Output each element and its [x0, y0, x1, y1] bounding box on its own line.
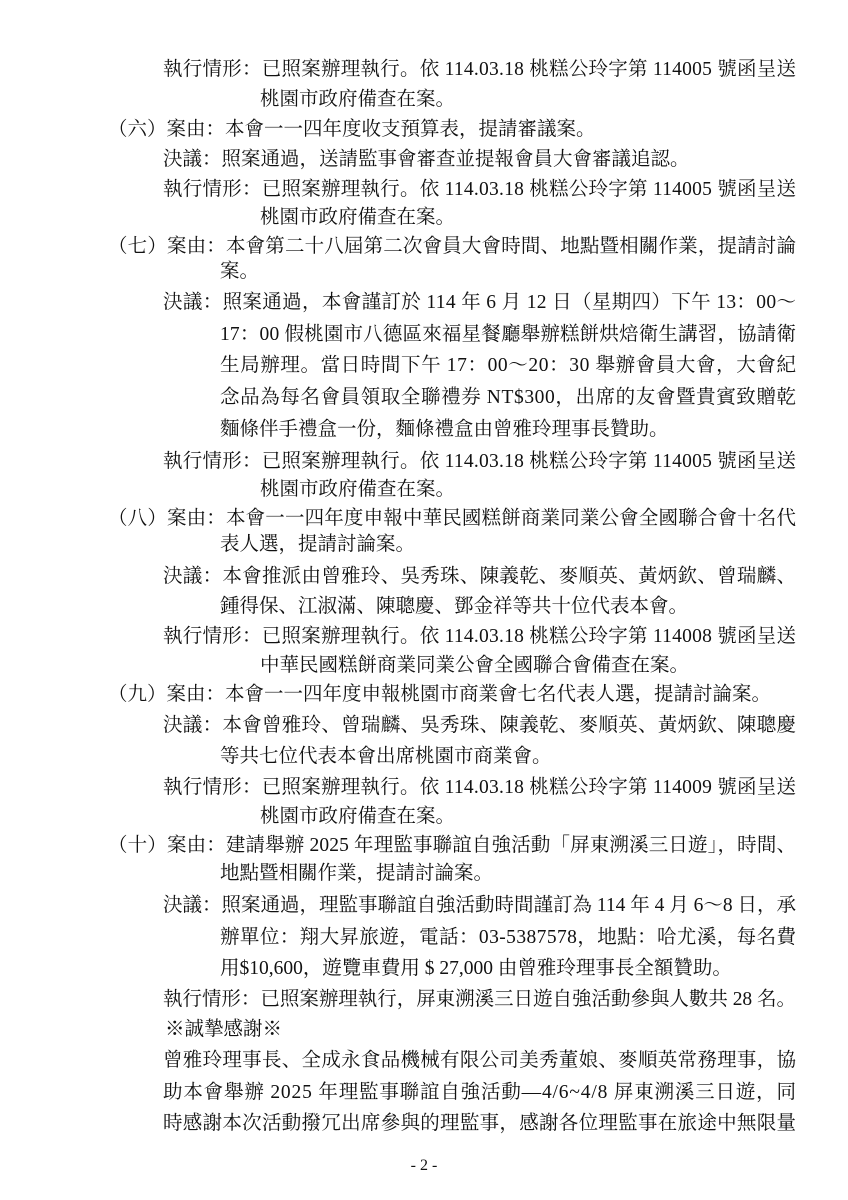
exec-status-line — [163, 178, 796, 202]
resolution-continuation: 鍾得保、江淑滿、陳聰慶、鄧金祥等共十位代表本會。 — [220, 596, 689, 617]
item-number: （八） — [108, 508, 167, 529]
exec-status-continuation: 中華民國糕餅商業同業公會全國聯合會備查在案。 — [260, 655, 690, 676]
case-line — [108, 834, 796, 858]
acknowledgement-heading: ※誠摯感謝※ — [165, 1019, 283, 1040]
resolution-text: 照案通過，送請監事會審查並提報會員大會審議追認。 — [221, 149, 690, 170]
exec-status-text: 已照案辦理執行。依 114.03.18 桃糕公玲字第 114009 號函呈送 — [261, 777, 797, 798]
resolution-line — [163, 148, 690, 172]
resolution-label: 決議： — [163, 292, 223, 313]
acknowledgement-line: 時感謝本次活動撥冗出席參與的理監事，感謝各位理監事在旅途中無限量 — [163, 1113, 797, 1134]
resolution-continuation: 辦單位：翔大昇旅遊，電話：03-5387578，地點：哈尤溪，每名費 — [220, 927, 797, 948]
exec-status-line — [163, 625, 796, 649]
case-text: 建請舉辦 2025 年理監事聯誼自強活動「屏東溯溪三日遊」，時間、 — [225, 835, 797, 856]
case-label: 案由： — [166, 684, 226, 705]
resolution-continuation: 17：00 假桃園市八德區來福星餐廳舉辦糕餅烘焙衛生講習，協請衛 — [220, 324, 797, 345]
case-text: 本會第二十八屆第二次會員大會時間、地點暨相關作業，提請討論 — [225, 236, 797, 257]
resolution-continuation: 麵條伴手禮盒一份，麵條禮盒由曾雅玲理事長贊助。 — [220, 419, 669, 440]
exec-status-continuation: 桃園市政府備查在案。 — [260, 479, 456, 500]
case-label: 案由： — [166, 835, 226, 856]
case-text: 本會一一四年度申報中華民國糕餅商業同業公會全國聯合會十名代 — [225, 508, 797, 529]
resolution-label: 決議： — [163, 149, 222, 170]
resolution-text: 本會曾雅玲、曾瑞麟、吳秀珠、陳義乾、麥順英、黃炳欽、陳聰慶 — [222, 715, 797, 736]
resolution-continuation: 生局辦理。當日時間下午 17：00～20：30 舉辦會員大會，大會紀 — [220, 355, 797, 376]
case-label: 案由： — [166, 508, 226, 529]
case-line — [108, 118, 596, 142]
case-line — [108, 507, 796, 531]
exec-status-text: 已照案辦理執行。依 114.03.18 桃糕公玲字第 114008 號函呈送 — [261, 626, 797, 647]
case-line — [108, 235, 796, 259]
item-number: （七） — [108, 236, 167, 257]
exec-status-continuation: 桃園市政府備查在案。 — [260, 207, 456, 228]
exec-status-line — [163, 988, 796, 1012]
resolution-text: 照案通過，理監事聯誼自強活動時間謹訂為 114 年 4 月 6～8 日，承 — [221, 895, 796, 916]
resolution-line — [163, 714, 796, 738]
item-number: （九） — [108, 684, 167, 705]
acknowledgement-line: 助本會舉辦 2025 年理監事聯誼自強活動—4/6~4/8 屏東溯溪三日遊，同 — [163, 1082, 797, 1103]
exec-status-label: 執行情形： — [163, 626, 262, 647]
page-number: - 2 - — [410, 1157, 438, 1174]
resolution-label: 決議： — [163, 715, 223, 736]
case-continuation: 案。 — [220, 261, 260, 282]
exec-status-text: 已照案辦理執行。依 114.03.18 桃糕公玲字第 114005 號函呈送 — [261, 179, 797, 200]
case-line — [108, 683, 771, 707]
exec-status-label: 執行情形： — [163, 989, 261, 1010]
exec-status-text: 已照案辦理執行。依 114.03.18 桃糕公玲字第 114005 號函呈送 — [261, 451, 797, 472]
exec-status-continuation: 桃園市政府備查在案。 — [260, 806, 456, 827]
exec-status-label: 執行情形： — [163, 777, 262, 798]
exec-status-text: 已照案辦理執行。依 114.03.18 桃糕公玲字第 114005 號函呈送 — [261, 59, 797, 80]
exec-status-continuation: 桃園市政府備查在案。 — [260, 89, 456, 110]
case-continuation: 表人選，提請討論案。 — [220, 534, 416, 555]
exec-status-label: 執行情形： — [163, 59, 262, 80]
resolution-continuation: 等共七位代表本會出席桃園市商業會。 — [220, 746, 552, 767]
acknowledgement-line: 曾雅玲理事長、全成永食品機械有限公司美秀董娘、麥順英常務理事，協 — [163, 1050, 797, 1071]
item-number: （十） — [108, 835, 167, 856]
exec-status-line — [163, 450, 796, 474]
resolution-text: 本會推派由曾雅玲、吳秀珠、陳義乾、麥順英、黃炳欽、曾瑞麟、 — [222, 566, 797, 587]
case-text: 本會一一四年度收支預算表，提請審議案。 — [225, 119, 596, 140]
item-number: （六） — [108, 119, 167, 140]
resolution-line — [163, 565, 796, 589]
case-label: 案由： — [166, 236, 226, 257]
resolution-continuation: 念品為每名會員領取全聯禮券 NT$300，出席的友會暨貴賓致贈乾 — [220, 387, 797, 408]
case-continuation: 地點暨相關作業，提請討論案。 — [220, 863, 494, 884]
exec-status-line — [163, 58, 796, 82]
resolution-continuation: 用$10,600，遊覽車費用 $ 27,000 由曾雅玲理事長全額贊助。 — [220, 958, 732, 979]
resolution-label: 決議： — [163, 566, 223, 587]
exec-status-label: 執行情形： — [163, 451, 262, 472]
case-label: 案由： — [166, 119, 226, 140]
exec-status-line — [163, 776, 796, 800]
resolution-line — [163, 291, 796, 315]
resolution-line — [163, 894, 796, 918]
resolution-text: 照案通過，本會謹訂於 114 年 6 月 12 日（星期四）下午 13：00～ — [222, 292, 797, 313]
exec-status-text: 已照案辦理執行，屏東溯溪三日遊自強活動參與人數共 28 名。 — [260, 989, 796, 1010]
resolution-label: 決議： — [163, 895, 222, 916]
exec-status-label: 執行情形： — [163, 179, 262, 200]
case-text: 本會一一四年度申報桃園市商業會七名代表人選，提請討論案。 — [225, 684, 772, 705]
